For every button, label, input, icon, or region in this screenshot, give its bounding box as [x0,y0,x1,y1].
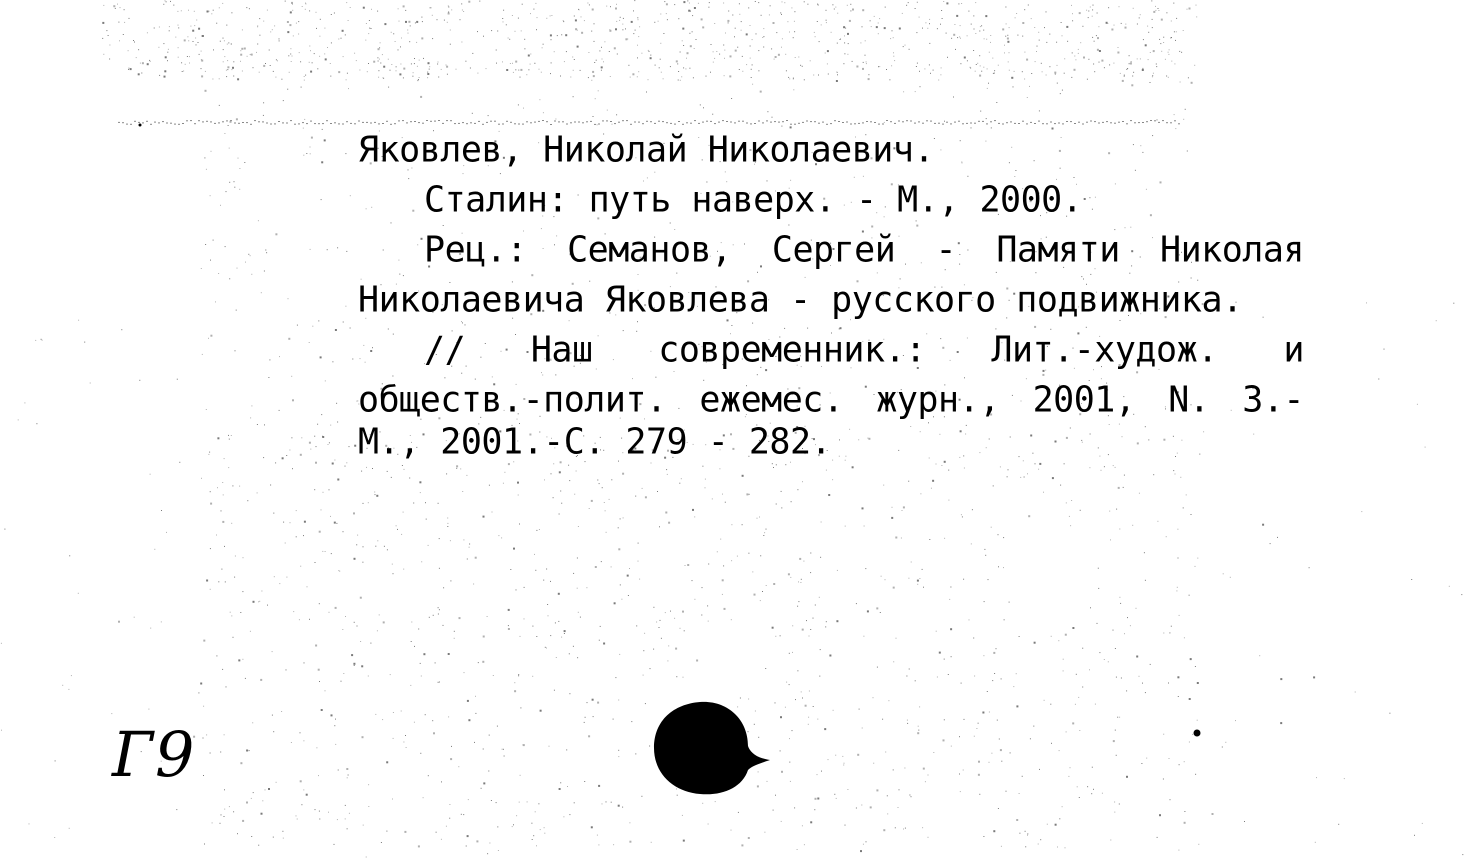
author-heading: Яковлев, Николай Николаевич. [358,130,935,171]
source-line-2: обществ.-полит. ежемес. журн., 2001, N. 3.- [358,380,1304,421]
review-line-2: Николаевича Яковлева - русского подвижника. [358,280,1243,321]
source-line-3: М., 2001.-С. 279 - 282. [358,422,832,463]
book-title-line: Сталин: путь наверх. - М., 2000. [424,180,1083,221]
handwritten-shelf-mark: Г9 [112,718,197,791]
source-line-1: // Наш современник.: Лит.-худож. и [424,330,1304,371]
review-line-1: Рец.: Семанов, Сергей - Памяти Николая [424,230,1304,271]
